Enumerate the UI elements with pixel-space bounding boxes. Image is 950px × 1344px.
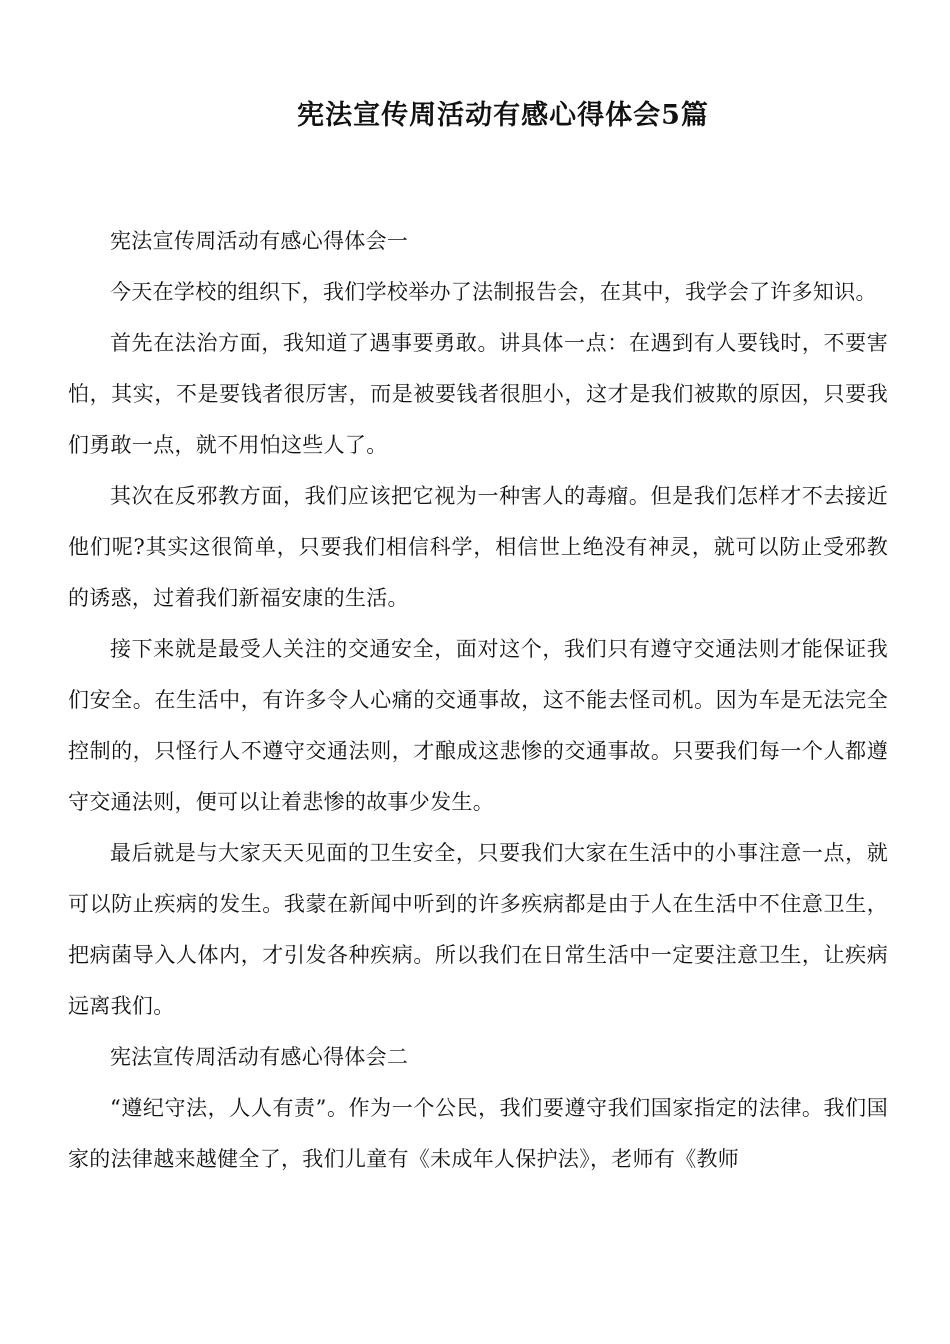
section-heading-1: 宪法宣传周活动有感心得体会一 — [110, 229, 409, 253]
paragraph: 最后就是与大家天天见面的卫生安全，只要我们大家在生活中的小事注意一点，就可以防止疾病的发生。我蒙在新闻中听到的许多疾病都是由于人在生活中不住意卫生，把病菌导入人体内，才引发各种疾病。所以我们在日常生活中一定要注意卫生，让疾病远离我们。 — [68, 841, 888, 1018]
paragraph: “遵纪守法，人人有责”。作为一个公民，我们要遵守我们国家指定的法律。我们国家的法律越来越健全了，我们儿童有《未成年人保护法》，老师有《教师 — [68, 1096, 888, 1171]
document-title: 宪法宣传周活动有感心得体会5篇 — [297, 100, 709, 131]
paragraph: 首先在法治方面，我知道了遇事要勇敢。讲具体一点：在遇到有人要钱时，不要害怕，其实，不是要钱者很厉害，而是被要钱者很胆小，这才是我们被欺的原因，只要我们勇敢一点，就不用怕这些人了。 — [68, 331, 888, 457]
paragraph: 其次在反邪教方面，我们应该把它视为一种害人的毒瘤。但是我们怎样才不去接近他们呢?其实这很简单，只要我们相信科学，相信世上绝没有神灵，就可以防止受邪教的诱惑，过着我们新福安康的生活。 — [68, 484, 888, 610]
paragraph: 接下来就是最受人关注的交通安全，面对这个，我们只有遵守交通法则才能保证我们安全。在生活中，有许多令人心痛的交通事故，这不能去怪司机。因为车是无法完全控制的，只怪行人不遵守交通法则，才酿成这悲惨的交通事故。只要我们每一个人都遵守交通法则，便可以让着悲惨的故事少发生。 — [68, 637, 888, 814]
document-body — [68, 216, 888, 1185]
paragraph: 今天在学校的组织下，我们学校举办了法制报告会，在其中，我学会了许多知识。 — [110, 280, 877, 304]
section-heading-2: 宪法宣传周活动有感心得体会二 — [110, 1045, 409, 1069]
